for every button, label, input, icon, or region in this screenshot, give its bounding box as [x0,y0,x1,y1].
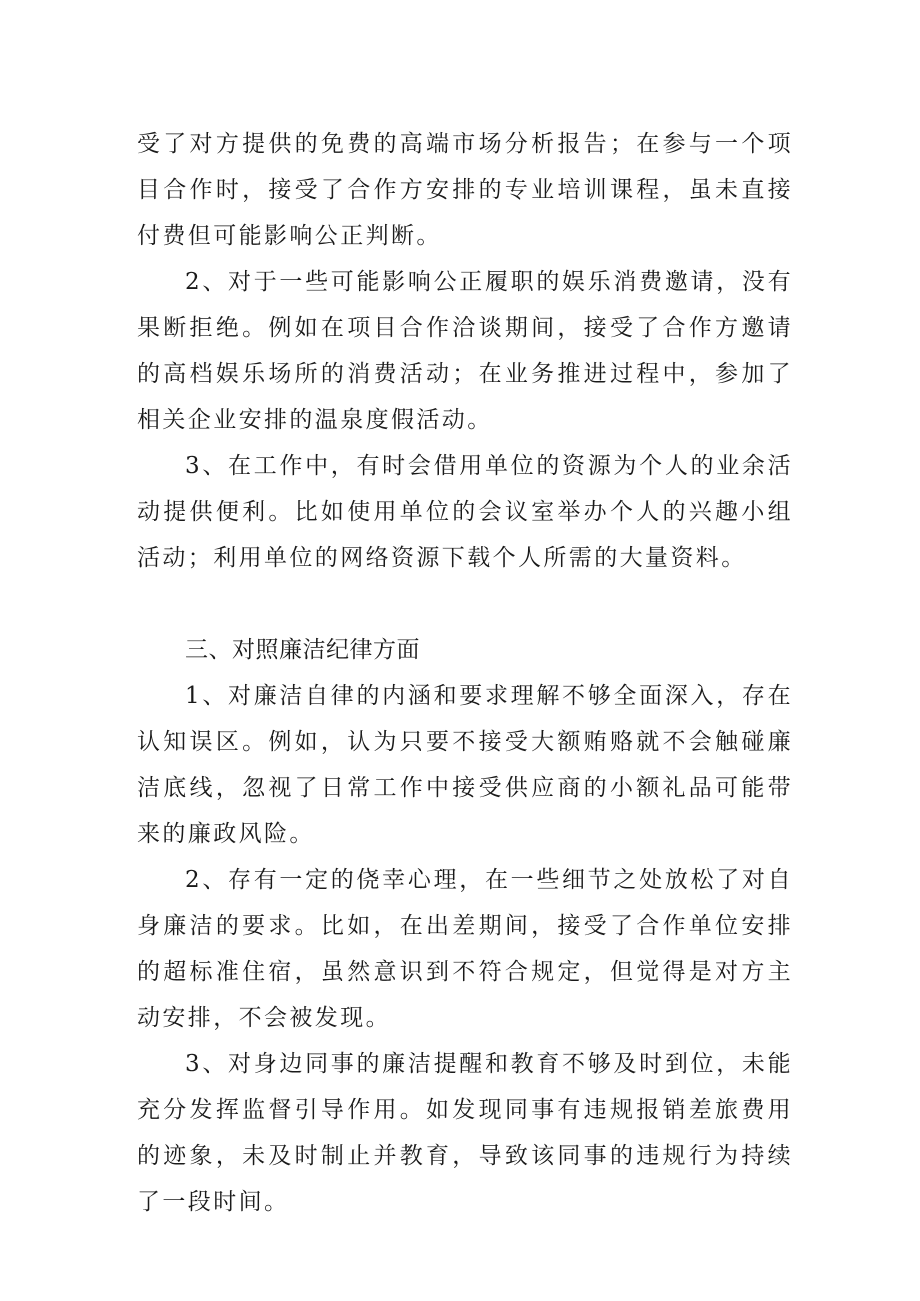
paragraph-item-3: 3、在工作中，有时会借用单位的资源为个人的业余活动提供便利。比如使用单位的会议室举办个人的兴趣小组活动；利用单位的网络资源下载个人所需的大量资料。 [137,453,793,571]
paragraph-section3-item-2: 2、存有一定的侥幸心理，在一些细节之处放松了对自身廉洁的要求。比如，在出差期间，接受了合作单位安排的超标准住宿，虽然意识到不符合规定，但觉得是对方主动安排，不会被发现。 [137,867,793,1031]
paragraph-item-2: 2、对于一些可能影响公正履职的娱乐消费邀请，没有果断拒绝。例如在项目合作洽谈期间，接受了合作方邀请的高档娱乐场所的消费活动；在业务推进过程中，参加了相关企业安排的温泉度假活动。 [137,269,793,433]
paragraph-continuation: 受了对方提供的免费的高端市场分析报告；在参与一个项目合作时，接受了合作方安排的专业培训课程，虽未直接付费但可能影响公正判断。 [137,131,793,249]
paragraph-section3-item-1: 1、对廉洁自律的内涵和要求理解不够全面深入，存在认知误区。例如，认为只要不接受大额贿赂就不会触碰廉洁底线，忽视了日常工作中接受供应商的小额礼品可能带来的廉政风险。 [137,683,793,847]
paragraph-section3-item-3: 3、对身边同事的廉洁提醒和教育不够及时到位，未能充分发挥监督引导作用。如发现同事有违规报销差旅费用的迹象，未及时制止并教育，导致该同事的违规行为持续了一段时间。 [137,1051,793,1215]
document-body [137,121,793,1225]
section-title: 三、对照廉洁纪律方面 [185,637,420,663]
